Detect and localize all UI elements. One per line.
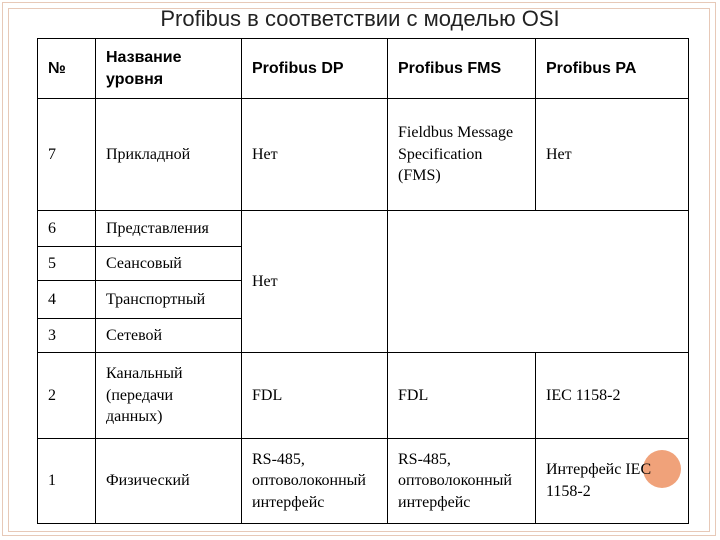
row-num: 3 <box>38 319 96 353</box>
row-name: Сетевой <box>96 319 242 353</box>
header-num: № <box>38 39 96 99</box>
row-num: 1 <box>38 439 96 524</box>
row-pa: IEC 1158-2 <box>536 353 689 439</box>
row-num: 7 <box>38 99 96 211</box>
row-dp: Нет <box>242 99 388 211</box>
row-name: Транспортный <box>96 281 242 319</box>
row-dp: RS-485, оптоволоконный интерфейс <box>242 439 388 524</box>
row-dp: FDL <box>242 353 388 439</box>
header-dp: Profibus DP <box>242 39 388 99</box>
table-header-row <box>38 39 689 99</box>
table-row <box>38 439 689 524</box>
row-name: Физический <box>96 439 242 524</box>
blank-cell <box>388 211 689 353</box>
row-fms: Fieldbus Message Specification (FMS) <box>388 99 536 211</box>
slide-title: Profibus в соответствии с моделью OSI <box>160 6 560 31</box>
table-row <box>38 99 689 211</box>
row-name: Представления <box>96 211 242 247</box>
row-num: 5 <box>38 247 96 281</box>
row-fms: RS-485, оптоволоконный интерфейс <box>388 439 536 524</box>
header-fms: Profibus FMS <box>388 39 536 99</box>
row-name: Сеансовый <box>96 247 242 281</box>
header-pa: Profibus PA <box>536 39 689 99</box>
row-pa: Нет <box>536 99 689 211</box>
table-row <box>38 353 689 439</box>
row-num: 2 <box>38 353 96 439</box>
merged-middle-cell: Нет <box>242 211 388 353</box>
table-row <box>38 211 689 247</box>
row-num: 4 <box>38 281 96 319</box>
row-num: 6 <box>38 211 96 247</box>
row-name: Канальный (передачи данных) <box>96 353 242 439</box>
osi-table <box>37 38 689 524</box>
row-fms: FDL <box>388 353 536 439</box>
row-pa: Интерфейс IEC 1158-2 <box>536 439 689 524</box>
header-level: Название уровня <box>96 39 242 99</box>
row-name: Прикладной <box>96 99 242 211</box>
